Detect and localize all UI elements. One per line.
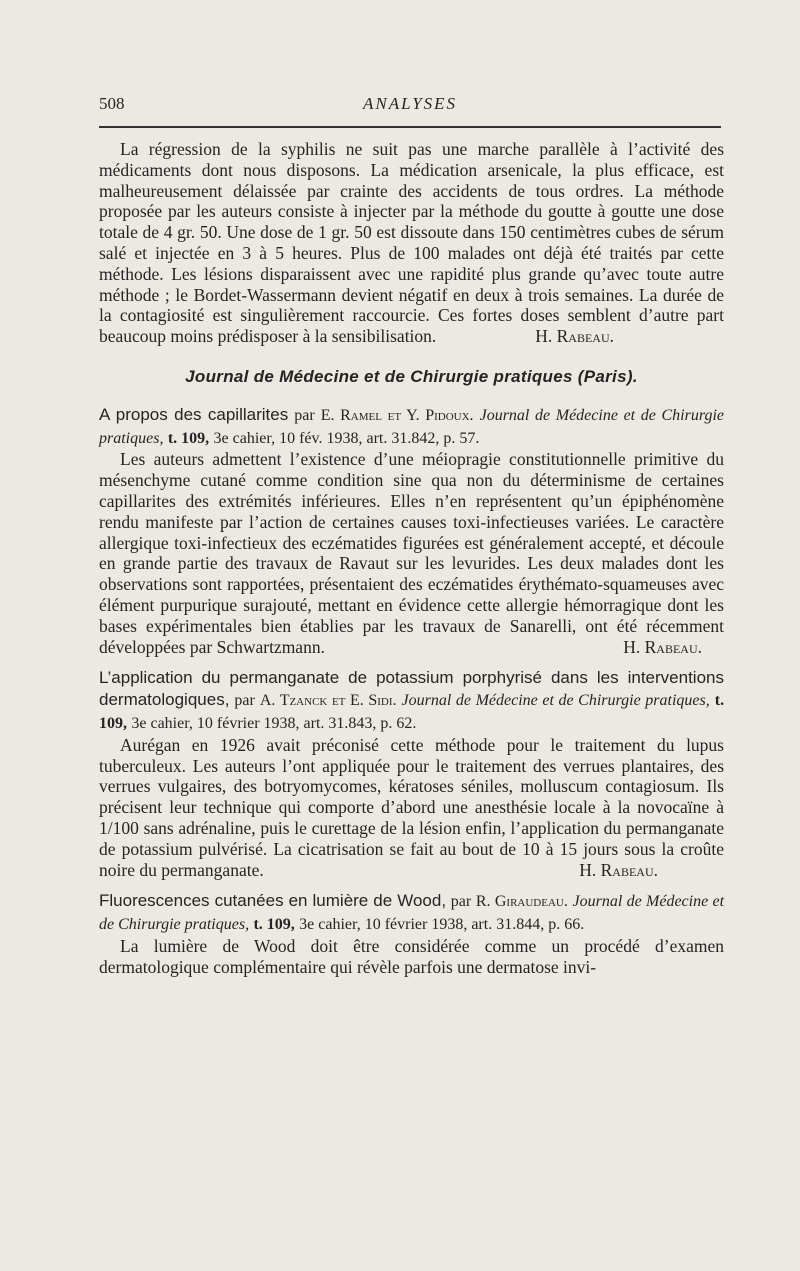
article-issue: 3e cahier, 10 février 1938, art. 31.843, p. 62. xyxy=(131,714,417,732)
article-title: A propos des capillarites xyxy=(99,404,289,424)
article-text: Aurégan en 1926 avait préconisé cette méthode pour le traitement du lupus tuberculeux. Les auteurs l’ont appliquée pour le traitement des verrues plantaires, des verrues vulgaires, des botryomycomes, kératoses séniles, molluscum contagiosum. Ils précisent leur technique qui comporte d’abord une anesthésie locale à la novocaïne à 1/100 sans adrénaline, puis le curettage de la lésion enfin, l’application du permanganate de potassium pulvérisé. La cicatrisation se fait au bout de 10 à 15 jours sous la croûte noire du permanganate. xyxy=(99,734,724,880)
header-rule xyxy=(99,126,721,128)
article-by: par xyxy=(234,692,255,710)
article-volume: t. 109, xyxy=(167,429,210,447)
article-by: par xyxy=(294,406,315,424)
article-reference xyxy=(99,667,724,734)
article-text: Les auteurs admettent l’existence d’une méiopragie constitutionnelle primitive du mésenchyme cutané comme condition sine qua non du déterminisme de certaines capillarites des extrémités inférieures. Elles n’en représentent qu’un épiphénomène rendu manifeste par l’action de certaines causes toxi-infectieuses variées. Le caractère allergique toxi-infectieux des eczématides figurées est généralement accepté, et découle en grande partie des travaux de Ravaut sur les levurides. Les deux malades dont les observations sont rapportées, présentaient des eczématides érythémato-squameuses avec élément purpurique surajouté, mettant en évidence cette allergie hémorragique dont les bases expérimentales bien établies par les travaux de Sanarelli, ont été récemment développées par Schwartzmann. xyxy=(99,449,724,657)
article-reference xyxy=(99,404,724,450)
signature: H. Rabeau. xyxy=(535,326,614,347)
page-number: 508 xyxy=(99,94,125,113)
article-journal: Journal de Médecine et de Chirurgie pratiques, xyxy=(401,692,710,710)
article-authors: E. Ramel et Y. Pidoux. xyxy=(320,406,474,424)
paragraph-syphilis: La régression de la syphilis ne suit pas une marche parallèle à l’activité des médicaments dont nous disposons. La médication arsenicale, la plus efficace, est malheureusement délaissée par crainte des accidents de tous ordres. La méthode proposée par les auteurs consiste à injecter par la méthode du goutte à goutte une dose totale de 4 gr. 50. Une dose de 1 gr. 50 est dissoute dans 150 centimètres cubes de sérum salé et injectée en 3 à 5 heures. Plus de 100 malades ont déjà été traités par cette méthode. Les lésions disparaissent avec une rapidité plus grande qu’avec toute autre méthode ; le Bordet-Wassermann devient négatif en deux à trois semaines. La durée de la contagiosité est singulièrement raccourcie. Ces fortes doses semblent d’autre part beaucoup moins prédisposer à la sensibilisation. xyxy=(99,139,724,347)
article-title: Fluorescences cutanées en lumière de Wood, xyxy=(99,891,447,911)
page-body xyxy=(99,139,724,977)
article-text: La lumière de Wood doit être considérée comme un procédé d’examen dermatologique complémentaire qui révèle parfois une dermatose invi- xyxy=(99,935,724,977)
article-reference xyxy=(99,890,724,936)
article-by: par xyxy=(450,893,472,911)
article-journal: Journal de Médecine et de Chirurgie pratiques, xyxy=(99,406,725,447)
article-authors: R. Giraudeau. xyxy=(475,893,568,911)
article-title: L’application du permanganate de potassium porphyrisé dans les interventions dermatologiques, xyxy=(99,668,724,710)
running-title: ANALYSES xyxy=(362,94,458,113)
article-volume: t. 109, xyxy=(99,692,725,732)
article-volume: t. 109, xyxy=(253,916,295,934)
signature: H. Rabeau. xyxy=(623,636,702,657)
article-issue: 3e cahier, 10 février 1938, art. 31.844, p. 66. xyxy=(299,916,585,934)
article-issue: 3e cahier, 10 fév. 1938, art. 31.842, p. 57. xyxy=(213,429,480,447)
signature: H. Rabeau. xyxy=(579,859,658,880)
journal-heading: Journal de Médecine et de Chirurgie pratiques (Paris). xyxy=(185,366,638,386)
article-journal: Journal de Médecine et de Chirurgie pratiques, xyxy=(99,893,725,934)
article-authors: A. Tzanck et E. Sidi. xyxy=(259,692,397,710)
